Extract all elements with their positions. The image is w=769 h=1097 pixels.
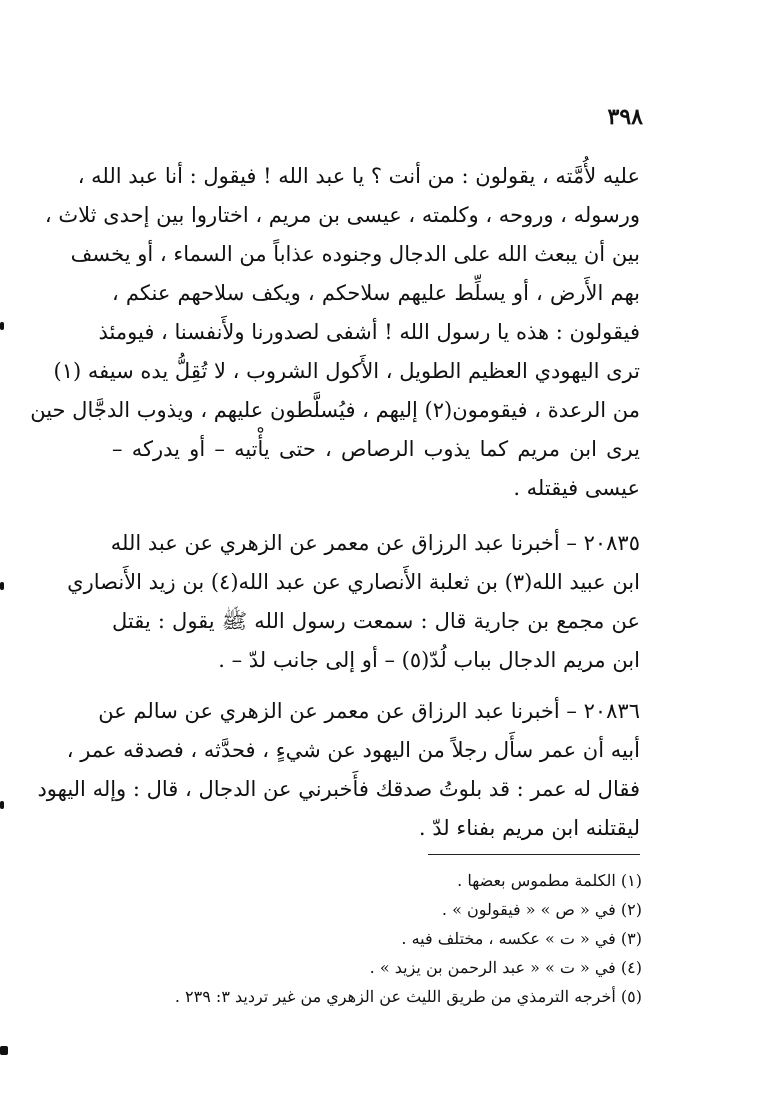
text-line: ابن مريم الدجال بباب لُدّ(٥) – أو إلى جانب لدّ – . [218, 648, 640, 672]
text-line: يرى ابن مريم كما يذوب الرصاص ، حتى يأْتيه – أو يدركه – [112, 437, 640, 461]
page-number: ٣٩٨ [607, 104, 643, 130]
text-line: بهم الأَرض ، أو يسلِّط عليهم سلاحكم ، ويكف سلاحهم عنكم ، [112, 281, 640, 305]
text-line: ليقتلنه ابن مريم بفناء لدّ . [418, 816, 640, 840]
hadith-20835 [67, 524, 640, 680]
footnote-2: (٢) في « ص » « فيقولون » . [441, 900, 642, 919]
text-line: من الرعدة ، فيقومون(٢) إليهم ، فيُسلَّطون عليهم ، ويذوب الدجَّال حين [30, 398, 640, 422]
scan-edge-mark [0, 801, 4, 809]
text-line: ٢٠٨٣٦ – أخبرنا عبد الرزاق عن معمر عن الزهري عن سالم عن [98, 699, 640, 723]
text-line: ٢٠٨٣٥ – أخبرنا عبد الرزاق عن معمر عن الزهري عن عبد الله [110, 531, 640, 555]
text-line: فيقولون : هذه يا رسول الله ! أشفى لصدورنا ولأَنفسنا ، فيومئذ [98, 320, 640, 344]
text-line: عن مجمع بن جارية قال : سمعت رسول الله ﷺ يقول : يقتل [112, 609, 640, 633]
scan-edge-mark [0, 1046, 8, 1055]
text-line: ترى اليهودي العظيم الطويل ، الأَكول الشروب ، لا تُقِلُّ يده سيفه (١) [53, 359, 640, 383]
footnote-5: (٥) أخرجه الترمذي من طريق الليث عن الزهري من غير ترديد ٣: ٢٣٩ . [174, 987, 642, 1006]
text-line: عيسى فيقتله . [513, 476, 640, 500]
text-line: فقال له عمر : قد بلوتُ صدقك فأَخبرني عن الدجال ، قال : وإله اليهود [37, 777, 640, 801]
hadith-20836 [37, 692, 640, 848]
footnote-divider [428, 854, 640, 855]
footnotes [112, 866, 642, 1011]
text-line: أبيه أن عمر سأَل رجلاً من اليهود عن شيءٍ ، فحدَّثه ، فصدقه عمر ، [66, 738, 640, 762]
text-line: ورسوله ، وروحه ، وكلمته ، عيسى بن مريم ، اختاروا بين إحدى ثلاث ، [44, 203, 640, 227]
scan-edge-mark [0, 582, 4, 590]
text-line: بين أن يبعث الله على الدجال وجنوده عذاباً من السماء ، أو يخسف [70, 242, 640, 266]
scan-edge-mark [0, 322, 4, 330]
footnote-1: (١) الكلمة مطموس بعضها . [457, 871, 642, 890]
text-line: عليه لأُمَّته ، يقولون : من أنت ؟ يا عبد الله ! فيقول : أنا عبد الله ، [77, 164, 640, 188]
footnote-3: (٣) في « ت » عكسه ، مختلف فيه . [401, 929, 642, 948]
text-block-1 [30, 157, 640, 508]
text-line: ابن عبيد الله(٣) بن ثعلبة الأَنصاري عن عبد الله(٤) بن زيد الأَنصاري [67, 570, 640, 594]
footnote-4: (٤) في « ت » « عبد الرحمن بن يزيد » . [369, 958, 642, 977]
